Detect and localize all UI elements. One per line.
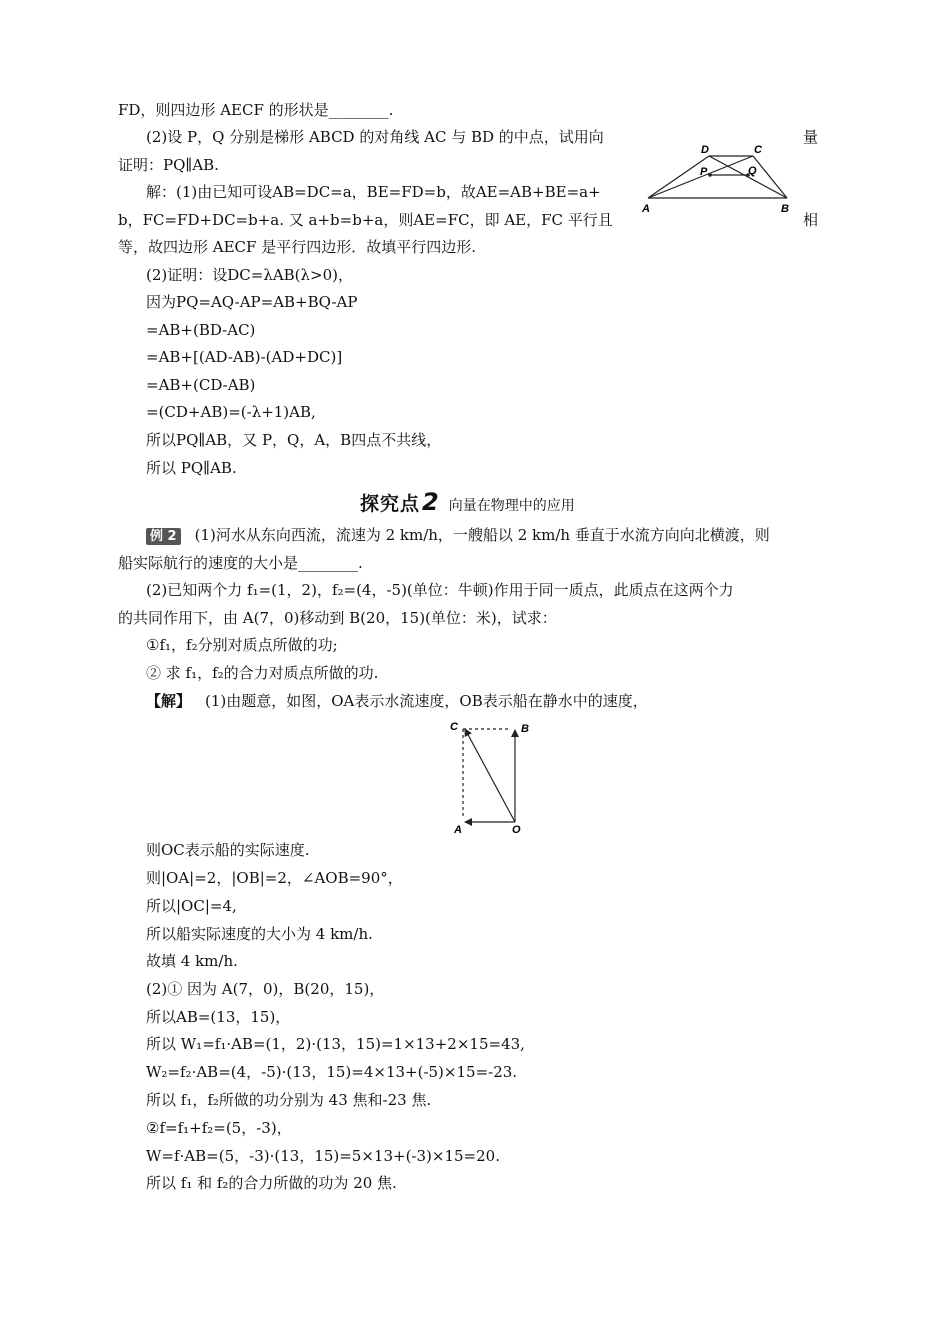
text-line: 则OC表示船的实际速度. bbox=[146, 841, 310, 859]
text-line: 证明：PQ∥AB. bbox=[118, 156, 219, 174]
text-line: =AB+(CD-AB) bbox=[146, 376, 256, 394]
label-o: O bbox=[512, 824, 521, 836]
text-line: (1)河水从东向西流，流速为 2 km/h，一艘船以 2 km/h 垂直于水流方向向北横渡，则 bbox=[194, 526, 770, 544]
trapezoid-figure bbox=[638, 138, 798, 220]
diagonal-bd bbox=[709, 156, 787, 198]
text-line: =(CD+AB)=(-λ+1)AB, bbox=[146, 403, 316, 421]
example-first-line bbox=[146, 525, 770, 545]
text-line: ②f=f₁+f₂=(5，-3)， bbox=[146, 1119, 292, 1137]
point-p bbox=[708, 173, 712, 177]
text-line: W=f·AB=(5，-3)·(13，15)=5×13+(-3)×15=20. bbox=[146, 1147, 500, 1165]
text-line: 船实际航行的速度的大小是________. bbox=[118, 554, 363, 572]
text-line: (2)证明：设DC=λAB(λ>0)， bbox=[146, 266, 354, 284]
example-badge: 例 2 bbox=[146, 528, 181, 545]
text-line: 等，故四边形 AECF 是平行四边形．故填平行四边形. bbox=[118, 238, 476, 256]
heading-number: 2 bbox=[422, 488, 439, 516]
vector-figure bbox=[448, 712, 538, 840]
margin-char: 量 bbox=[803, 128, 819, 146]
margin-char: 相 bbox=[803, 211, 819, 229]
text-line: ①f₁，f₂分别对质点所做的功; bbox=[146, 636, 338, 654]
text-line: ② 求 f₁，f₂的合力对质点所做的功. bbox=[146, 664, 379, 682]
edge-cb bbox=[753, 156, 787, 198]
label-a: A bbox=[642, 203, 650, 215]
text-line: 则|OA|=2，|OB|=2，∠AOB=90°， bbox=[146, 869, 403, 887]
text-line: b，FC=FD+DC=b+a. 又 a+b=b+a，则AE=FC，即 AE，FC 平行且 bbox=[118, 211, 613, 229]
label-a: A bbox=[454, 824, 462, 836]
solution-first-line bbox=[146, 691, 648, 711]
text-line: (2)已知两个力 f₁=(1，2)，f₂=(4，-5)(单位：牛顿)作用于同一质点，此质点在这两个力 bbox=[146, 581, 734, 599]
solution-label: 【解】 bbox=[146, 692, 192, 710]
text-line: (2)① 因为 A(7，0)，B(20，15)， bbox=[146, 980, 385, 998]
section-heading bbox=[360, 488, 575, 516]
text-line: 所以 PQ∥AB. bbox=[146, 459, 237, 477]
text-line: 解：(1)由已知可设AB=DC=a，BE=FD=b，故AE=AB+BE=a+ bbox=[146, 183, 601, 201]
text-line: 因为PQ=AQ-AP=AB+BQ-AP bbox=[146, 293, 358, 311]
text-line: 所以 f₁，f₂所做的功分别为 43 焦和-23 焦. bbox=[146, 1091, 432, 1109]
text-line: =AB+(BD-AC) bbox=[146, 321, 256, 339]
text-line: 所以 f₁ 和 f₂的合力所做的功为 20 焦. bbox=[146, 1174, 397, 1192]
text-line: 的共同作用下，由 A(7，0)移动到 B(20，15)(单位：米)，试求： bbox=[118, 609, 557, 627]
text-line: (1)由题意，如图，OA表示水流速度，OB表示船在静水中的速度， bbox=[205, 692, 648, 710]
text-line: (2)设 P，Q 分别是梯形 ABCD 的对角线 AC 与 BD 的中点，试用向 bbox=[146, 128, 604, 146]
text-line: 所以 W₁=f₁·AB=(1，2)·(13，15)=1×13+2×15=43, bbox=[146, 1035, 525, 1053]
text-line: FD，则四边形 AECF 的形状是________. bbox=[118, 101, 394, 119]
text-line: W₂=f₂·AB=(4，-5)·(13，15)=4×13+(-5)×15=-23. bbox=[146, 1063, 518, 1081]
text-line: 所以AB=(13，15)， bbox=[146, 1008, 291, 1026]
vector-oc bbox=[465, 729, 515, 822]
label-b: B bbox=[521, 723, 529, 735]
label-p: P bbox=[700, 166, 708, 178]
text-line: 所以船实际速度的大小为 4 km/h. bbox=[146, 925, 373, 943]
label-b: B bbox=[781, 203, 789, 215]
text-line: 故填 4 km/h. bbox=[146, 952, 238, 970]
label-c: C bbox=[754, 144, 762, 156]
text-line: =AB+[(AD-AB)-(AD+DC)] bbox=[146, 348, 343, 366]
heading-subtitle: 向量在物理中的应用 bbox=[448, 498, 575, 514]
label-d: D bbox=[701, 144, 709, 156]
label-q: Q bbox=[748, 165, 757, 177]
label-c: C bbox=[450, 721, 458, 733]
text-line: 所以PQ∥AB，又 P，Q，A，B四点不共线， bbox=[146, 431, 442, 449]
heading-main: 探究点 bbox=[360, 493, 421, 515]
text-line: 所以|OC|=4, bbox=[146, 897, 237, 915]
